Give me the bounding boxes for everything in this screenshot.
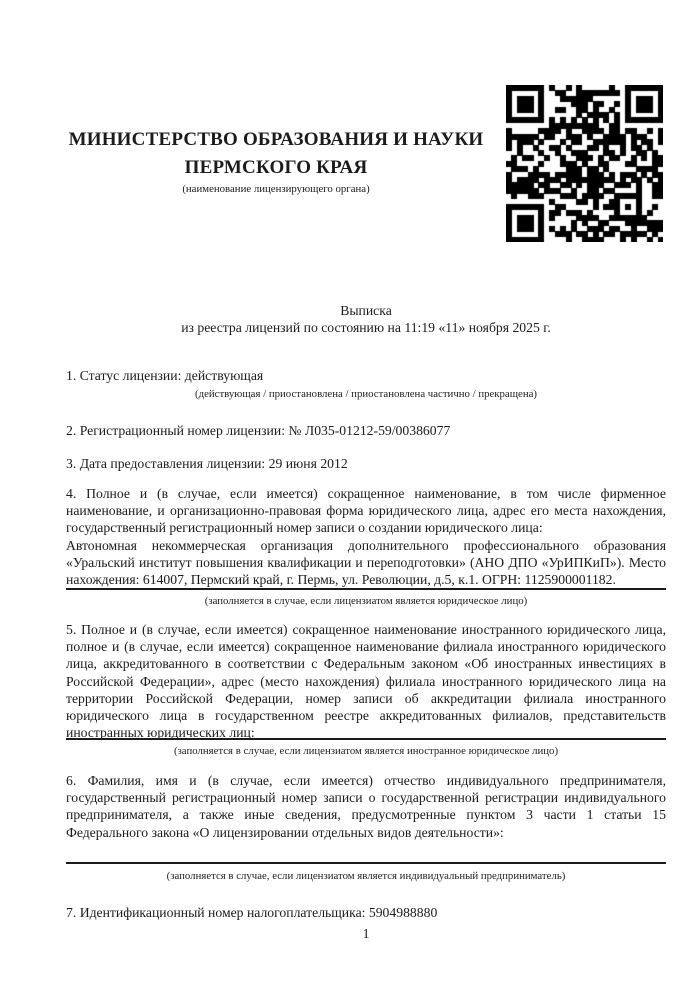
document-title-line1: Выписка bbox=[340, 303, 392, 318]
legal-entity-section bbox=[66, 485, 666, 588]
ministry-name-line2: ПЕРМСКОГО КРАЯ bbox=[184, 157, 368, 178]
qr-code-icon bbox=[506, 85, 663, 242]
document-title-line2: из реестра лицензий по состоянию на 11:19 «11» ноября 2025 г. bbox=[181, 320, 551, 336]
entrepreneur-note: (заполняется в случае, если лицензиатом является индивидуальный предприниматель) bbox=[166, 870, 566, 882]
foreign-entity-underline bbox=[66, 738, 666, 740]
legal-entity-question: 4. Полное и (в случае, если имеется) сокращенное наименование, в том числе фирменное наименование, и организационно-правовая форма юридического лица, адрес его места нахождения, государственный регистрационный номер записи о создании юридического лица: bbox=[66, 486, 666, 536]
page-number: 1 bbox=[362, 926, 370, 941]
ministry-caption: (наименование лицензирующего органа) bbox=[182, 183, 370, 195]
license-date-line: 3. Дата предоставления лицензии: 29 июня 2012 bbox=[66, 456, 348, 471]
entrepreneur-underline bbox=[66, 862, 666, 864]
taxpayer-id-line: 7. Идентификационный номер налогоплательщика: 5904988880 bbox=[66, 905, 438, 920]
entrepreneur-question: 6. Фамилия, имя и (в случае, если имеется) отчество индивидуального предпринимателя, государственный регистрационный номер записи о государственной регистрации индивидуального предпринимателя, а также иные сведения, предусмотренные пунктом 3 части 1 статьи 15 Федерального закона «О лицензировании отдельных видов деятельности»: bbox=[66, 773, 666, 840]
registration-number-line: 2. Регистрационный номер лицензии: № Л035-01212-59/00386077 bbox=[66, 423, 451, 438]
ministry-header bbox=[66, 126, 486, 196]
legal-entity-note: (заполняется в случае, если лицензиатом является юридическое лицо) bbox=[204, 595, 528, 607]
foreign-entity-note: (заполняется в случае, если лицензиатом является иностранное юридическое лицо) bbox=[173, 745, 559, 757]
license-status-line: 1. Статус лицензии: действующая bbox=[66, 368, 264, 383]
foreign-entity-question: 5. Полное и (в случае, если имеется) сокращенное наименование иностранного юридического лица, полное и (в случае, если имеется) сокращенное наименование филиала иностранного юридического лица, аккредитованного в соответствии с Федеральным законом «Об иностранных инвестициях в Российской Федерации», адрес (место нахождения) филиала иностранного юридического лица на территории Российской Федерации, номер записи об аккредитации филиала иностранного юридического лица в государственном реестре аккредитованных филиалов, представительств иностранных юридических лиц: bbox=[66, 622, 666, 741]
ministry-name-line1: МИНИСТЕРСТВО ОБРАЗОВАНИЯ И НАУКИ bbox=[68, 129, 484, 150]
license-status-note: (действующая / приостановлена / приостановлена частично / прекращена) bbox=[195, 388, 537, 400]
legal-entity-underline bbox=[66, 588, 666, 590]
document-title bbox=[66, 302, 666, 336]
legal-entity-answer: Автономная некоммерческая организация дополнительного профессионального образования «Уральский институт повышения квалификации и переподготовки» (АНО ДПО «УрИПКиП»). Место нахождения: 614007, Пермский край, г. Пермь, ул. Революции, д.5, к.1. ОГРН: 1125900001182. bbox=[66, 537, 666, 588]
